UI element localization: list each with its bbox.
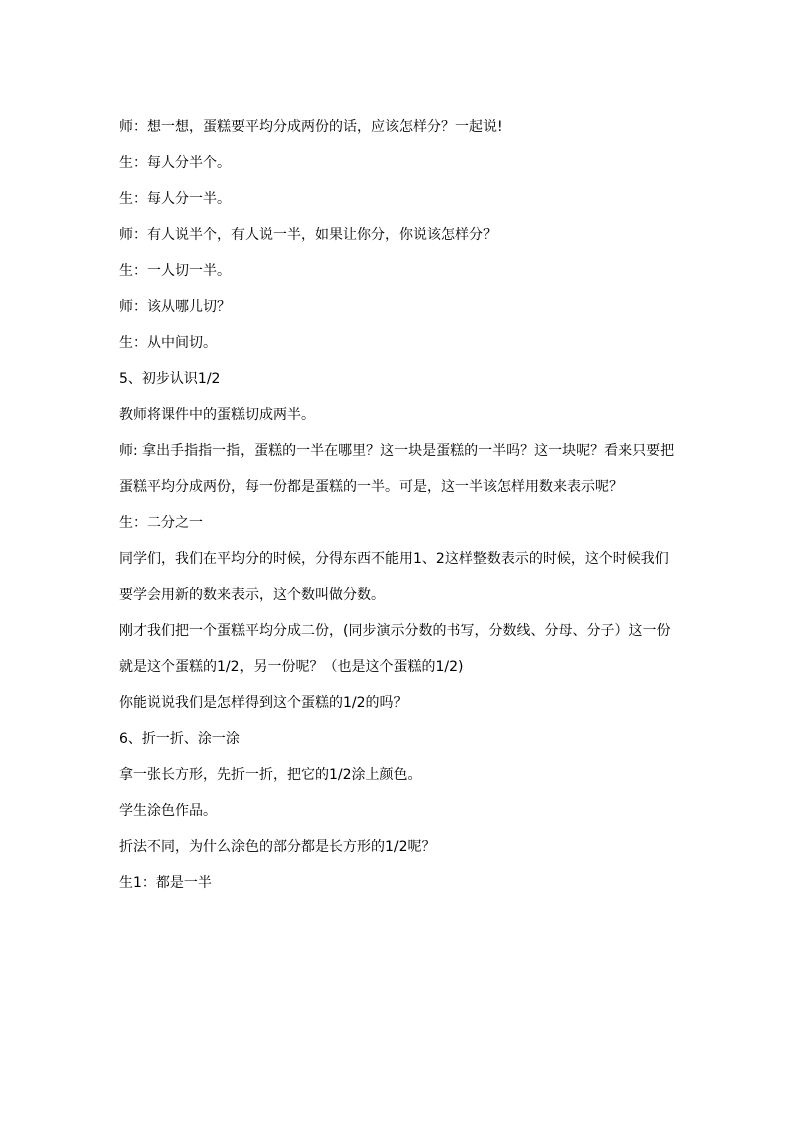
paragraph: 师：想一想，蛋糕要平均分成两份的话，应该怎样分？一起说! xyxy=(119,119,503,135)
paragraph: 你能说说我们是怎样得到这个蛋糕的1/2的吗？ xyxy=(119,695,408,711)
section-heading: 6、折一折、涂一涂 xyxy=(119,731,240,747)
paragraph: 学生涂色作品。 xyxy=(119,803,217,819)
paragraph: 师：有人说半个，有人说一半，如果让你分，你说该怎样分？ xyxy=(119,227,497,243)
paragraph: 生1：都是一半 xyxy=(119,875,212,891)
paragraph: 生：二分之一 xyxy=(119,515,203,531)
paragraph: 拿一张长方形，先折一折，把它的1/2涂上颜色。 xyxy=(119,767,422,783)
paragraph: 生：每人分一半。 xyxy=(119,191,231,207)
paragraph: 师: 拿出手指指一指，蛋糕的一半在哪里？这一块是蛋糕的一半吗？这一块呢？看来只要把蛋糕平均分成两份，每一份都是蛋糕的一半。可是，这一半该怎样用数来表示呢？ xyxy=(119,443,675,495)
paragraph: 生：每人分半个。 xyxy=(119,155,231,171)
paragraph: 师：该从哪儿切？ xyxy=(119,299,231,315)
paragraph: 刚才我们把一个蛋糕平均分成二份，(同步演示分数的书写，分数线、分母、分子）这一份就是这个蛋糕的1/2，另一份呢？（也是这个蛋糕的1/2) xyxy=(119,623,671,675)
paragraph: 同学们，我们在平均分的时候，分得东西不能用1、2这样整数表示的时候，这个时候我们要学会用新的数来表示，这个数叫做分数。 xyxy=(119,551,669,603)
paragraph: 教师将课件中的蛋糕切成两半。 xyxy=(119,407,315,423)
paragraph: 生：一人切一半。 xyxy=(119,263,231,279)
section-heading: 5、初步认识1/2 xyxy=(119,371,221,387)
document-body xyxy=(119,109,679,901)
paragraph: 生：从中间切。 xyxy=(119,335,217,351)
paragraph: 折法不同，为什么涂色的部分都是长方形的1/2呢？ xyxy=(119,839,436,855)
